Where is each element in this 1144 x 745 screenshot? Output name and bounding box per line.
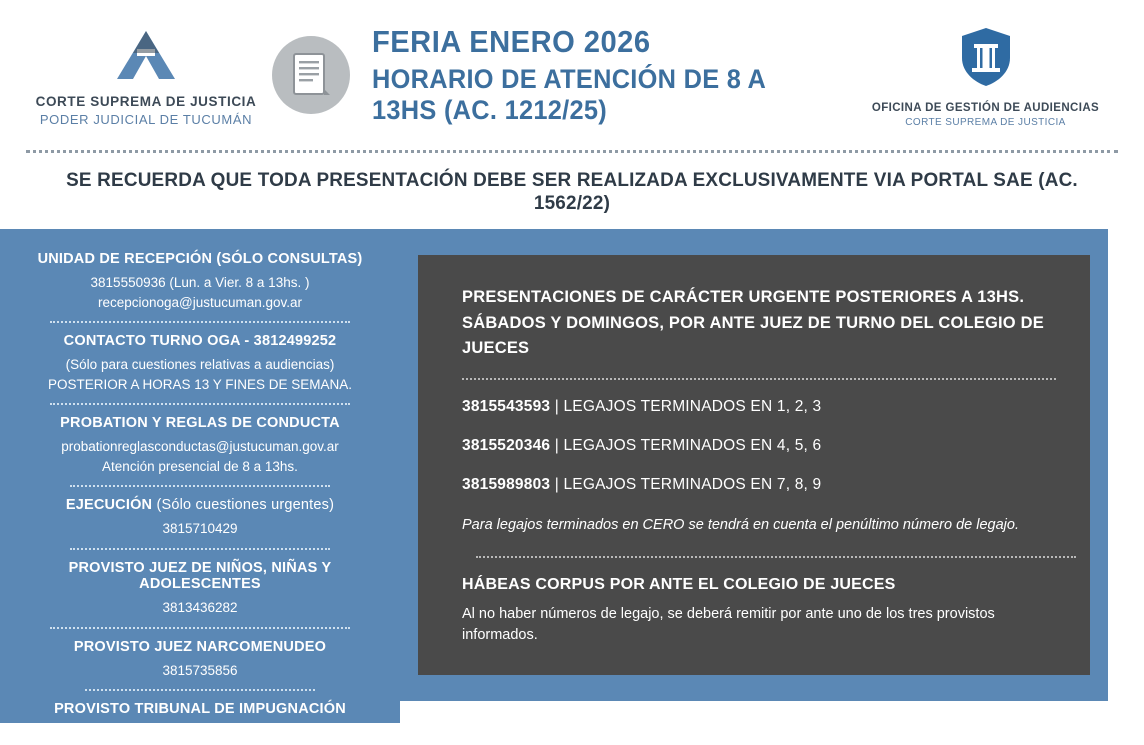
contact-line: Atención presencial de 8 a 13hs.: [102, 458, 298, 474]
contact-line: (Sólo para cuestiones relativas a audiencias): [65, 357, 335, 373]
contact-heading: PROBATION Y REGLAS DE CONDUCTA: [60, 415, 340, 432]
contact-line: 3815550936 (Lun. a Vier. 8 a 13hs. ): [90, 275, 310, 290]
left-logo-line2: PODER JUDICIAL DE TUCUMÁN: [39, 112, 253, 127]
divider: [85, 689, 315, 691]
contact-block: [18, 497, 382, 539]
left-logo-line1: CORTE SUPREMA DE JUSTICIA: [35, 94, 257, 109]
contact-heading: PROVISTO JUEZ NARCOMENUDEO: [73, 638, 327, 655]
divider: [70, 485, 330, 487]
left-logo: [26, 23, 266, 127]
divider: [462, 378, 1056, 380]
contact-heading: CONTACTO TURNO OGA - 3812499252: [63, 333, 337, 350]
divider: [50, 321, 350, 323]
contact-heading: PROVISTO TRIBUNAL DE IMPUGNACIÓN: [54, 701, 346, 718]
urgent-phone-desc: | LEGAJOS TERMINADOS EN 1, 2, 3: [554, 397, 822, 415]
contact-heading: [18, 497, 382, 513]
urgent-panel-title: PRESENTACIONES DE CARÁCTER URGENTE POSTERIORES A 13HS. SÁBADOS Y DOMINGOS, POR ANTE JUEZ DE TURNO DEL COLEGIO DE JUECES: [462, 288, 1044, 358]
contact-line: 3815710385: [162, 725, 238, 741]
urgent-phone-row: [462, 476, 1056, 494]
divider: [476, 556, 1076, 558]
title-line2: HORARIO DE ATENCIÓN DE 8 A 13HS (AC. 1212/25): [372, 64, 766, 125]
contact-block: [18, 701, 382, 743]
divider: [50, 627, 350, 629]
urgent-phone-row: [462, 437, 1056, 455]
header-titles: [372, 24, 853, 126]
urgent-phone-number[interactable]: 3815543593: [462, 397, 551, 415]
urgent-phone-desc: | LEGAJOS TERMINADOS EN 7, 8, 9: [554, 475, 822, 493]
contact-block: [18, 639, 382, 681]
body: [0, 229, 1144, 741]
contact-block: [18, 415, 382, 476]
urgent-phone-row: [462, 398, 1056, 416]
contact-heading: PROVISTO JUEZ DE NIÑOS, NIÑAS Y ADOLESCENTES: [68, 559, 332, 592]
notice-banner: SE RECUERDA QUE TODA PRESENTACIÓN DEBE SER REALIZADA EXCLUSIVAMENTE VIA PORTAL SAE (AC. 1562/22): [66, 169, 1078, 214]
contact-line: 3813436282: [162, 599, 238, 615]
header-center: [266, 24, 853, 126]
csj-triangle-logo: [115, 29, 177, 86]
contact-line[interactable]: probationreglasconductas@justucuman.gov.ar: [61, 439, 339, 455]
urgent-phone-number[interactable]: 3815520346: [462, 436, 551, 454]
right-logo: [853, 22, 1118, 128]
shield-column-logo: [958, 26, 1014, 93]
urgent-panel: [418, 255, 1090, 675]
divider: [70, 548, 330, 550]
divider: [50, 403, 350, 405]
habeas-corpus-subtitle: HÁBEAS CORPUS POR ANTE EL COLEGIO DE JUECES: [462, 576, 896, 594]
contact-line: 3815710429: [162, 521, 238, 537]
right-logo-line1: OFICINA DE GESTIÓN DE AUDIENCIAS: [871, 102, 1100, 114]
contact-block: [18, 251, 382, 312]
right-logo-line2: CORTE SUPREMA DE JUSTICIA: [905, 117, 1066, 128]
contacts-column: [0, 229, 400, 745]
contact-block: [18, 333, 382, 394]
contact-heading-main: EJECUCIÓN: [65, 497, 153, 514]
contact-line: 3815735856: [162, 662, 238, 678]
document-icon: [272, 36, 350, 114]
contact-line: POSTERIOR A HORAS 13 Y FINES DE SEMANA.: [47, 376, 353, 392]
contact-heading-suffix: (Sólo cuestiones urgentes): [156, 497, 335, 514]
title-line1: FERIA ENERO 2026: [372, 24, 651, 59]
zero-legajo-note: Para legajos terminados en CERO se tendrá en cuenta el penúltimo número de legajo.: [462, 516, 1019, 533]
contact-heading: UNIDAD DE RECEPCIÓN (SÓLO CONSULTAS): [37, 251, 363, 267]
urgent-phone-number[interactable]: 3815989803: [462, 475, 551, 493]
habeas-corpus-body: Al no haber números de legajo, se deberá remitir por ante uno de los tres provistos informados.: [462, 606, 995, 644]
contact-line[interactable]: recepcionoga@justucuman.gov.ar: [97, 294, 303, 310]
contact-block: [18, 560, 382, 618]
urgent-phone-desc: | LEGAJOS TERMINADOS EN 4, 5, 6: [554, 436, 822, 454]
header: [0, 0, 1144, 150]
